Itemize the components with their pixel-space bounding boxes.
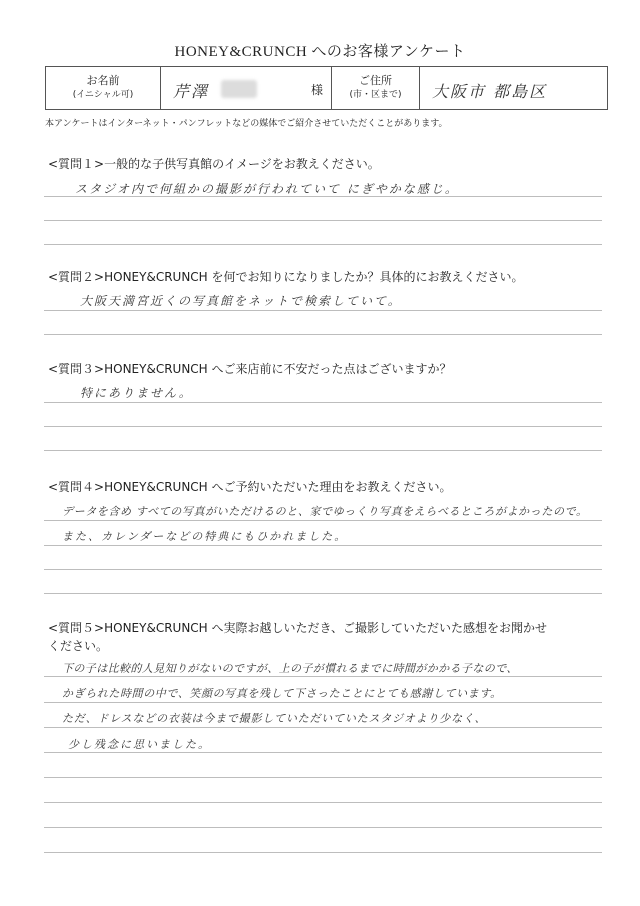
answer-line [44, 196, 602, 197]
answer-line [44, 545, 602, 546]
answer-line [44, 802, 602, 803]
answer-1-line-1: スタジオ内で何組かの撮影が行われていて にぎやかな感じ。 [75, 182, 459, 196]
answer-line [44, 852, 602, 853]
answer-4-line-2: また、カレンダーなどの特典にもひかれました。 [62, 530, 348, 543]
redacted-name [221, 80, 257, 98]
name-value-cell [161, 67, 332, 110]
question-2: <質問２>HONEY&CRUNCH を何でお知りになりましたか？具体的にお教えください。 [48, 270, 524, 284]
answer-line [44, 569, 602, 570]
answer-line [44, 244, 602, 245]
survey-title: HONEY&CRUNCH へのお客様アンケート [174, 44, 466, 60]
answer-line [44, 827, 602, 828]
answer-line [44, 752, 602, 753]
address-value-cell [420, 67, 608, 110]
answer-line [44, 310, 602, 311]
answer-3-line-1: 特にありません。 [80, 386, 193, 400]
address-label-cell [332, 67, 420, 110]
answer-line [44, 450, 602, 451]
answer-line [44, 520, 602, 521]
question-1: <質問１>一般的な子供写真館のイメージをお教えください。 [48, 157, 380, 171]
name-label: お名前 [86, 74, 120, 87]
answer-2-line-1: 大阪天満宮近くの写真館をネットで検索していて。 [80, 294, 402, 308]
question-5: <質問５>HONEY&CRUNCH へ実際お越しいただき、ご撮影していただいた感想をお聞かせ [48, 621, 548, 635]
answer-line [44, 702, 602, 703]
answer-line [44, 777, 602, 778]
answer-5-line-3: ただ、ドレスなどの衣装は今まで撮影していただいていたスタジオより少なく、 [62, 712, 487, 725]
answer-5-line-4: 少し残念に思いました。 [68, 738, 211, 751]
answer-line [44, 220, 602, 221]
name-label-cell [46, 67, 161, 110]
answer-5-line-1: 下の子は比較的人見知りがないのですが、上の子が慣れるまでに時間がかかる子なので、 [62, 662, 518, 675]
name-sublabel: (イニシャル可) [72, 90, 134, 100]
answer-line [44, 593, 602, 594]
answer-line [44, 402, 602, 403]
question-4: <質問４>HONEY&CRUNCH へご予約いただいた理由をお教えください。 [48, 480, 452, 494]
address-sublabel: (市・区まで) [349, 90, 402, 100]
notice-text: 本アンケートはインターネット・パンフレットなどの媒体でご紹介させていただくことがあります。 [45, 119, 448, 129]
answer-line [44, 676, 602, 677]
question-3: <質問３>HONEY&CRUNCH へご来店前に不安だった点はございますか？ [48, 362, 452, 376]
answer-line [44, 426, 602, 427]
name-suffix: 様 [310, 83, 323, 97]
address-value: 大阪市 都島区 [432, 82, 548, 101]
question-5-continued: ください。 [48, 639, 109, 653]
answer-5-line-2: かぎられた時間の中で、笑顔の写真を残して下さったことにとても感謝しています。 [62, 687, 502, 700]
customer-info-table [45, 66, 608, 110]
answer-line [44, 727, 602, 728]
name-value: 芹澤 [173, 82, 210, 101]
answer-4-line-1: データを含め すべての写真がいただけるのと、家でゆっくり写真をえらべるところがよかったので。 [62, 505, 588, 518]
address-label: ご住所 [359, 74, 392, 87]
answer-line [44, 334, 602, 335]
